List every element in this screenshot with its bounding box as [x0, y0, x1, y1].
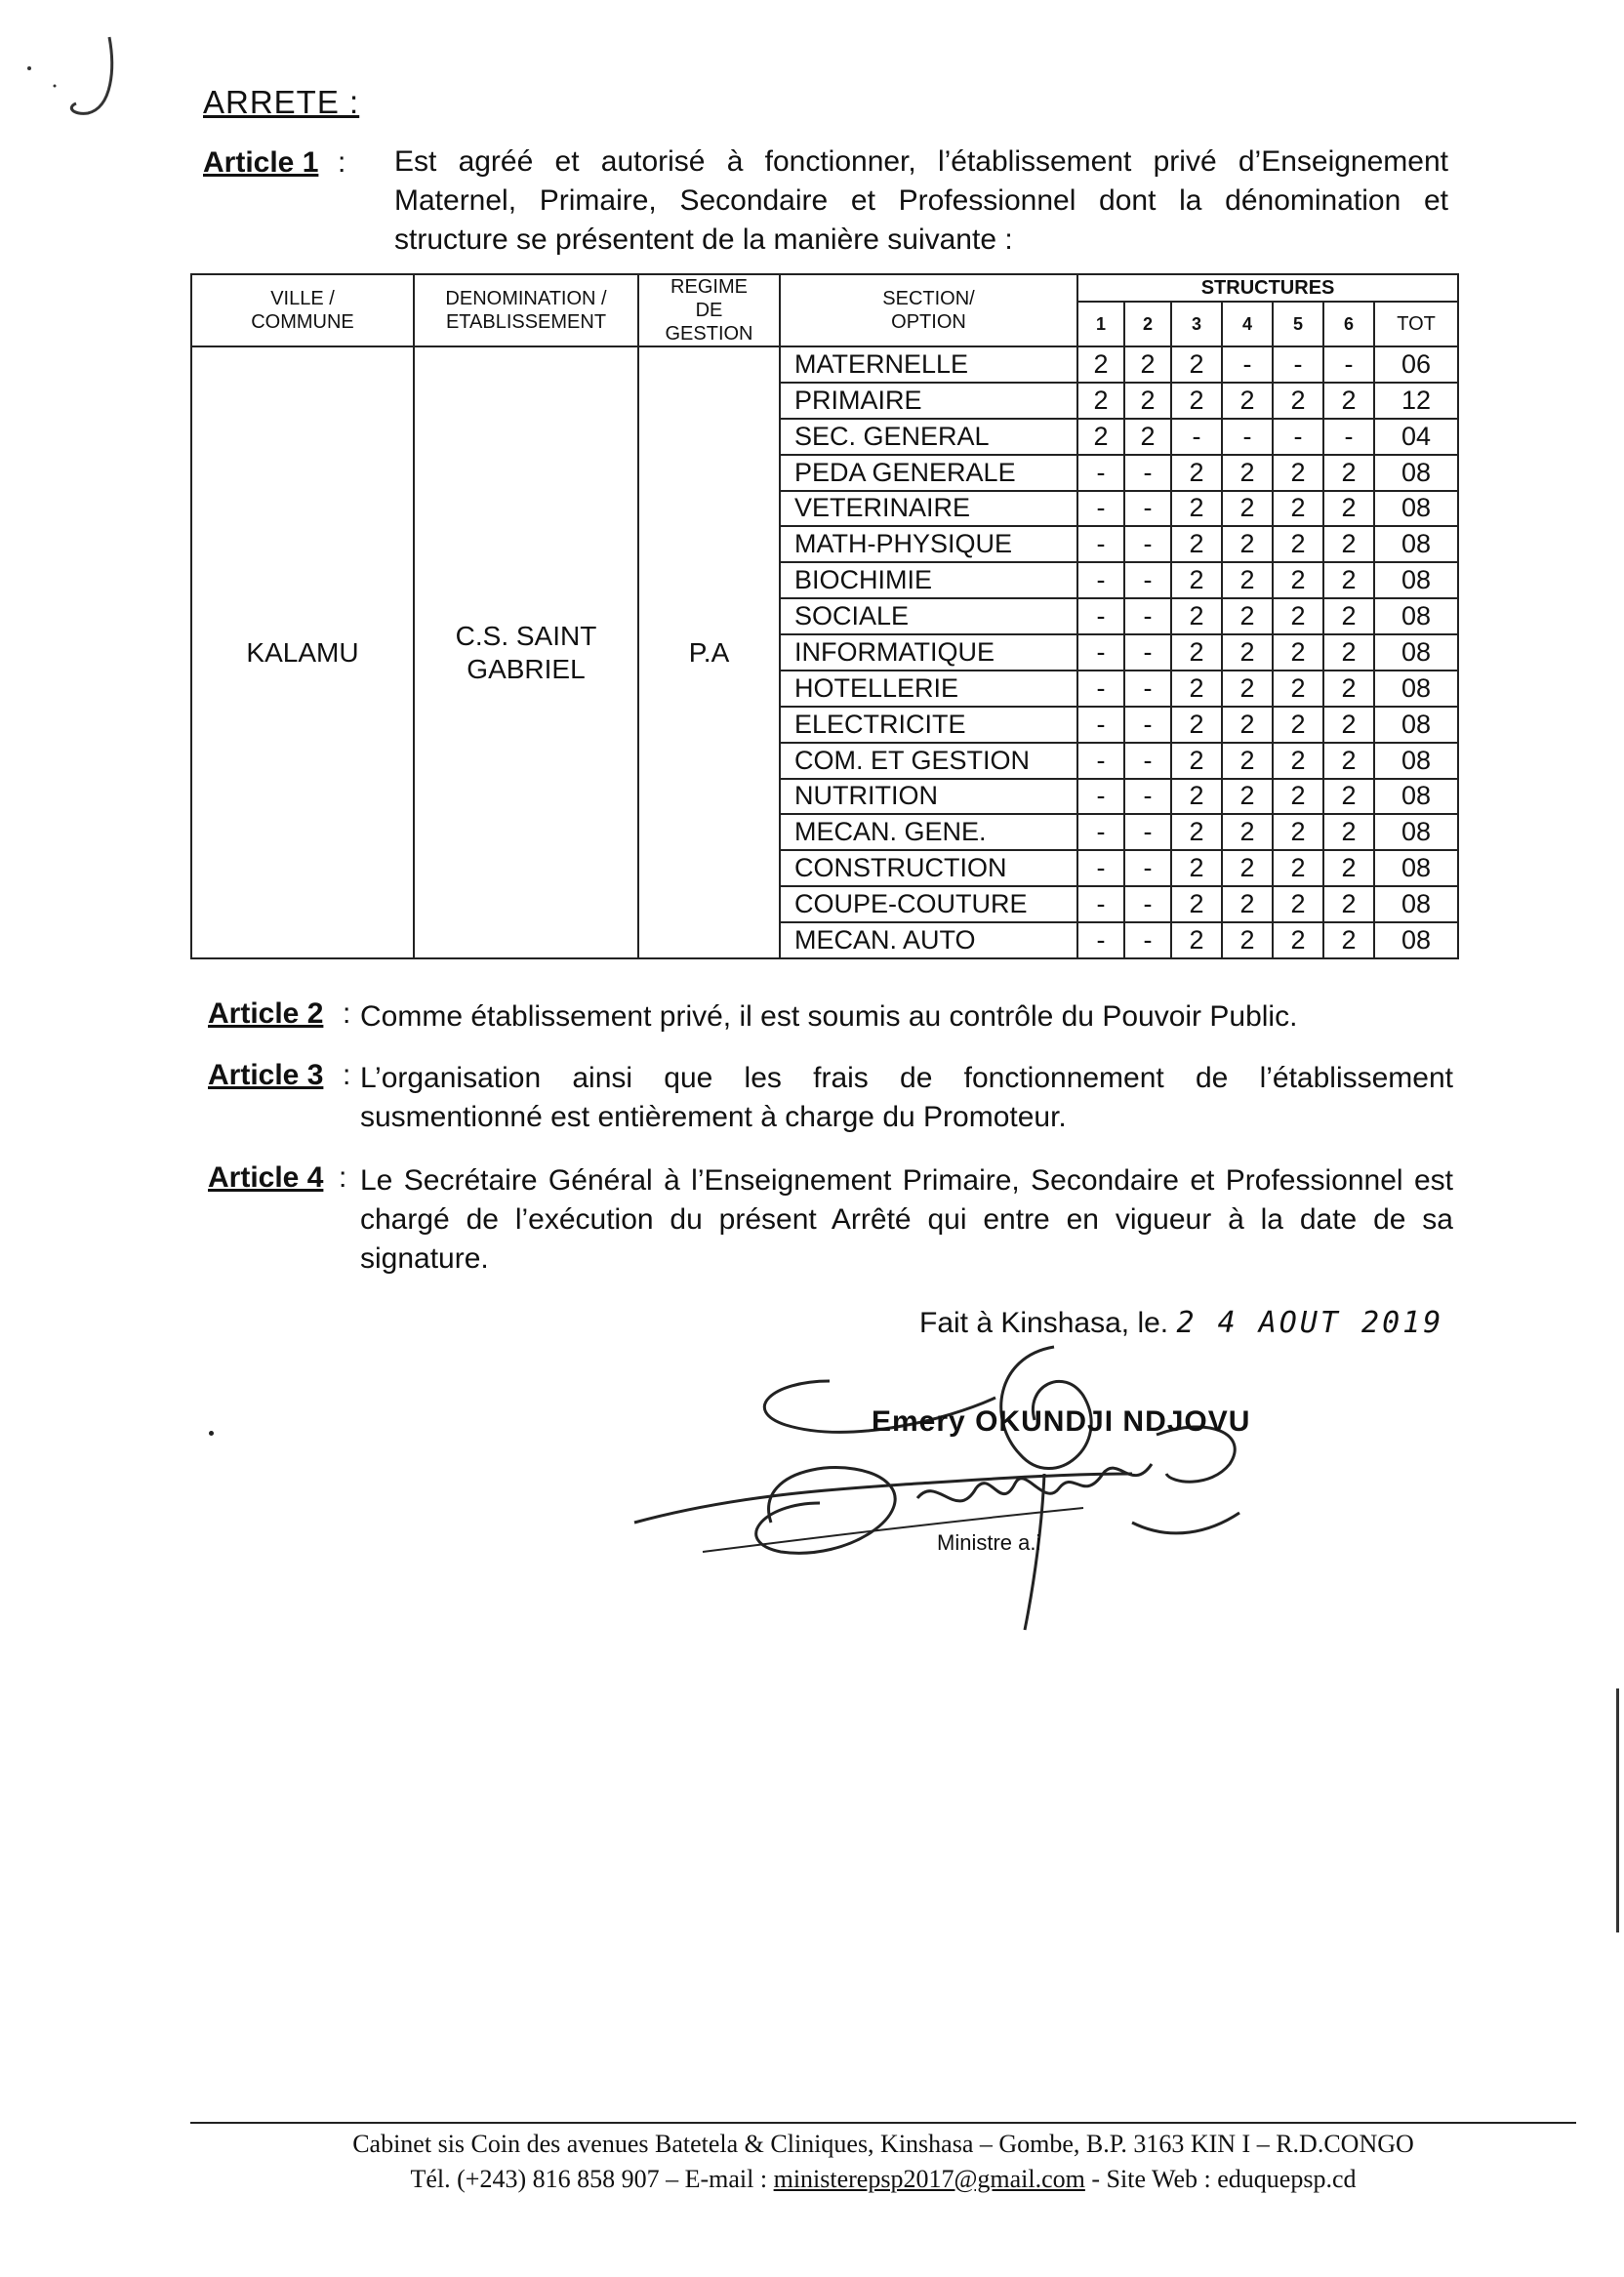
tot-cell: 08: [1374, 850, 1458, 886]
year-3-cell: -: [1171, 419, 1222, 455]
year-2-cell: -: [1124, 634, 1171, 671]
article-3-text: L’organisation ainsi que les frais de fonctionnement de l’établissement susmentionné est entièrement à charge du Promoteur.: [360, 1062, 1453, 1133]
year-1-cell: -: [1077, 526, 1124, 562]
tot-cell: 08: [1374, 455, 1458, 491]
year-4-cell: 2: [1222, 850, 1273, 886]
year-3-cell: 2: [1171, 743, 1222, 779]
structure-table: [190, 273, 1459, 959]
closing-date: 2 4 AOUT 2019: [1176, 1306, 1444, 1340]
year-4-cell: 2: [1222, 491, 1273, 527]
year-4-cell: 2: [1222, 455, 1273, 491]
year-6-cell: 2: [1323, 634, 1374, 671]
year-6-cell: 2: [1323, 814, 1374, 850]
header-regime: [638, 274, 780, 346]
section-cell: MECAN. GENE.: [780, 814, 1077, 850]
year-6-cell: 2: [1323, 922, 1374, 958]
year-3-cell: 2: [1171, 346, 1222, 383]
year-2-cell: -: [1124, 850, 1171, 886]
year-1-cell: -: [1077, 671, 1124, 707]
year-4-cell: 2: [1222, 562, 1273, 598]
table-row: [191, 346, 1458, 383]
section-cell: COM. ET GESTION: [780, 743, 1077, 779]
header-year-3: 3: [1171, 302, 1222, 346]
article-3-label: Article 3: [208, 1059, 324, 1091]
section-cell: MATERNELLE: [780, 346, 1077, 383]
section-cell: COUPE-COUTURE: [780, 886, 1077, 922]
year-5-cell: 2: [1273, 671, 1323, 707]
header-denomination: [414, 274, 638, 346]
signature-scribble: [625, 1327, 1366, 1640]
year-4-cell: 2: [1222, 634, 1273, 671]
tot-cell: 08: [1374, 922, 1458, 958]
year-6-cell: 2: [1323, 743, 1374, 779]
tot-cell: 08: [1374, 634, 1458, 671]
year-2-cell: -: [1124, 707, 1171, 743]
year-6-cell: 2: [1323, 491, 1374, 527]
year-5-cell: 2: [1273, 491, 1323, 527]
year-6-cell: 2: [1323, 886, 1374, 922]
year-6-cell: 2: [1323, 598, 1374, 634]
section-cell: NUTRITION: [780, 779, 1077, 815]
section-cell: BIOCHIMIE: [780, 562, 1077, 598]
year-5-cell: -: [1273, 419, 1323, 455]
tot-cell: 08: [1374, 562, 1458, 598]
year-2-cell: -: [1124, 455, 1171, 491]
year-1-cell: -: [1077, 814, 1124, 850]
regime-cell-text: P.A: [688, 636, 730, 668]
tot-cell: 08: [1374, 526, 1458, 562]
header-section-text: SECTION/ OPTION: [882, 288, 975, 333]
year-1-cell: 2: [1077, 346, 1124, 383]
year-1-cell: -: [1077, 562, 1124, 598]
year-1-cell: -: [1077, 598, 1124, 634]
stray-dot: [209, 1431, 214, 1436]
ville-cell: [191, 346, 414, 958]
tot-cell: 08: [1374, 779, 1458, 815]
section-cell: HOTELLERIE: [780, 671, 1077, 707]
year-2-cell: -: [1124, 491, 1171, 527]
section-cell: MECAN. AUTO: [780, 922, 1077, 958]
year-1-cell: 2: [1077, 419, 1124, 455]
structure-table-body: [191, 346, 1458, 958]
year-2-cell: 2: [1124, 383, 1171, 419]
article-4-text: Le Secrétaire Général à l’Enseignement Primaire, Secondaire et Professionnel est chargé de l’exécution du présent Arrêté qui entre en vigueur à la date de sa signature.: [360, 1164, 1453, 1275]
year-5-cell: 2: [1273, 634, 1323, 671]
year-5-cell: 2: [1273, 886, 1323, 922]
year-2-cell: -: [1124, 598, 1171, 634]
year-5-cell: 2: [1273, 814, 1323, 850]
tot-cell: 08: [1374, 491, 1458, 527]
year-6-cell: 2: [1323, 526, 1374, 562]
year-4-cell: 2: [1222, 707, 1273, 743]
header-ville: [191, 274, 414, 346]
year-5-cell: -: [1273, 346, 1323, 383]
scan-edge-mark: [1616, 1688, 1619, 1932]
year-4-cell: 2: [1222, 922, 1273, 958]
year-3-cell: 2: [1171, 922, 1222, 958]
year-3-cell: 2: [1171, 491, 1222, 527]
year-4-cell: 2: [1222, 671, 1273, 707]
year-1-cell: -: [1077, 455, 1124, 491]
tot-cell: 08: [1374, 743, 1458, 779]
section-cell: CONSTRUCTION: [780, 850, 1077, 886]
year-5-cell: 2: [1273, 922, 1323, 958]
tot-cell: 12: [1374, 383, 1458, 419]
year-2-cell: -: [1124, 526, 1171, 562]
section-cell: PRIMAIRE: [780, 383, 1077, 419]
year-3-cell: 2: [1171, 814, 1222, 850]
section-cell: MATH-PHYSIQUE: [780, 526, 1077, 562]
year-6-cell: 2: [1323, 850, 1374, 886]
year-1-cell: 2: [1077, 383, 1124, 419]
tot-cell: 08: [1374, 886, 1458, 922]
year-4-cell: 2: [1222, 779, 1273, 815]
document-heading: ARRETE :: [203, 84, 360, 120]
article-4-colon: :: [339, 1161, 347, 1194]
year-1-cell: -: [1077, 922, 1124, 958]
year-3-cell: 2: [1171, 886, 1222, 922]
year-3-cell: 2: [1171, 598, 1222, 634]
year-1-cell: -: [1077, 779, 1124, 815]
section-cell: ELECTRICITE: [780, 707, 1077, 743]
header-year-1: 1: [1077, 302, 1124, 346]
year-2-cell: -: [1124, 814, 1171, 850]
header-ville-text: VILLE / COMMUNE: [251, 288, 354, 333]
year-3-cell: 2: [1171, 383, 1222, 419]
year-3-cell: 2: [1171, 779, 1222, 815]
year-1-cell: -: [1077, 491, 1124, 527]
tot-cell: 06: [1374, 346, 1458, 383]
year-1-cell: -: [1077, 707, 1124, 743]
year-5-cell: 2: [1273, 562, 1323, 598]
footer-address: Cabinet sis Coin des avenues Batetela & Cliniques, Kinshasa – Gombe, B.P. 3163 KIN I – R.D.CONGO: [352, 2130, 1414, 2158]
year-3-cell: 2: [1171, 562, 1222, 598]
etablissement-cell: [414, 346, 638, 958]
header-tot: TOT: [1374, 302, 1458, 346]
year-4-cell: 2: [1222, 886, 1273, 922]
article-3-colon: :: [343, 1059, 351, 1091]
footer-email-link[interactable]: ministerepsp2017@gmail.com: [773, 2165, 1085, 2193]
year-3-cell: 2: [1171, 671, 1222, 707]
ville-cell-text: KALAMU: [246, 636, 359, 668]
article-1-colon: :: [338, 146, 346, 179]
header-denomination-text: DENOMINATION / ETABLISSEMENT: [445, 288, 607, 333]
article-2-colon: :: [343, 997, 351, 1030]
article-1-text: Est agréé et autorisé à fonctionner, l’établissement privé d’Enseignement Maternel, Primaire, Secondaire et Professionnel dont la dénomination et structure se présentent de la manière suivante :: [394, 145, 1448, 256]
year-2-cell: 2: [1124, 346, 1171, 383]
year-4-cell: 2: [1222, 598, 1273, 634]
tot-cell: 08: [1374, 814, 1458, 850]
article-2-label: Article 2: [208, 997, 324, 1030]
year-2-cell: -: [1124, 886, 1171, 922]
year-5-cell: 2: [1273, 850, 1323, 886]
year-4-cell: 2: [1222, 383, 1273, 419]
section-cell: SEC. GENERAL: [780, 419, 1077, 455]
tot-cell: 04: [1374, 419, 1458, 455]
tot-cell: 08: [1374, 671, 1458, 707]
margin-scribble: [20, 29, 117, 117]
year-3-cell: 2: [1171, 850, 1222, 886]
signatory-name: Emery OKUNDJI NDJOVU: [872, 1405, 1251, 1438]
header-year-2: 2: [1124, 302, 1171, 346]
year-2-cell: 2: [1124, 419, 1171, 455]
header-regime-text: REGIME DE GESTION: [665, 276, 753, 345]
year-6-cell: 2: [1323, 671, 1374, 707]
year-2-cell: -: [1124, 922, 1171, 958]
section-cell: PEDA GENERALE: [780, 455, 1077, 491]
year-4-cell: -: [1222, 346, 1273, 383]
footer-website: - Site Web : eduquepsp.cd: [1084, 2165, 1357, 2193]
article-1-label: Article 1: [203, 146, 319, 179]
year-1-cell: -: [1077, 743, 1124, 779]
closing-place: Fait à Kinshasa, le.: [919, 1307, 1169, 1339]
year-6-cell: 2: [1323, 455, 1374, 491]
year-2-cell: -: [1124, 779, 1171, 815]
tot-cell: 08: [1374, 598, 1458, 634]
year-6-cell: -: [1323, 346, 1374, 383]
header-section: [780, 274, 1077, 346]
footer-contact: [190, 2165, 1576, 2194]
year-1-cell: -: [1077, 850, 1124, 886]
year-6-cell: 2: [1323, 707, 1374, 743]
section-cell: SOCIALE: [780, 598, 1077, 634]
year-4-cell: 2: [1222, 814, 1273, 850]
footer-rule: [190, 2122, 1576, 2124]
year-2-cell: -: [1124, 562, 1171, 598]
year-5-cell: 2: [1273, 598, 1323, 634]
header-structures: STRUCTURES: [1077, 274, 1458, 302]
year-5-cell: 2: [1273, 526, 1323, 562]
signatory-title: Ministre a.i: [937, 1530, 1041, 1555]
year-6-cell: 2: [1323, 383, 1374, 419]
year-5-cell: 2: [1273, 707, 1323, 743]
section-cell: VETERINAIRE: [780, 491, 1077, 527]
year-5-cell: 2: [1273, 779, 1323, 815]
regime-cell: [638, 346, 780, 958]
tot-cell: 08: [1374, 707, 1458, 743]
article-2-text: Comme établissement privé, il est soumis au contrôle du Pouvoir Public.: [360, 1000, 1298, 1033]
year-5-cell: 2: [1273, 743, 1323, 779]
header-year-5: 5: [1273, 302, 1323, 346]
year-4-cell: 2: [1222, 526, 1273, 562]
year-3-cell: 2: [1171, 707, 1222, 743]
year-3-cell: 2: [1171, 634, 1222, 671]
year-3-cell: 2: [1171, 455, 1222, 491]
footer-phone: Tél. (+243) 816 858 907 – E-mail :: [410, 2165, 774, 2193]
etablissement-cell-text: C.S. SAINT GABRIEL: [455, 620, 597, 684]
article-4-label: Article 4: [208, 1161, 324, 1194]
year-4-cell: 2: [1222, 743, 1273, 779]
year-5-cell: 2: [1273, 383, 1323, 419]
section-cell: INFORMATIQUE: [780, 634, 1077, 671]
year-5-cell: 2: [1273, 455, 1323, 491]
year-6-cell: 2: [1323, 779, 1374, 815]
header-year-6: 6: [1323, 302, 1374, 346]
year-1-cell: -: [1077, 886, 1124, 922]
year-4-cell: -: [1222, 419, 1273, 455]
year-6-cell: -: [1323, 419, 1374, 455]
header-year-4: 4: [1222, 302, 1273, 346]
year-2-cell: -: [1124, 671, 1171, 707]
year-1-cell: -: [1077, 634, 1124, 671]
year-2-cell: -: [1124, 743, 1171, 779]
year-3-cell: 2: [1171, 526, 1222, 562]
year-6-cell: 2: [1323, 562, 1374, 598]
